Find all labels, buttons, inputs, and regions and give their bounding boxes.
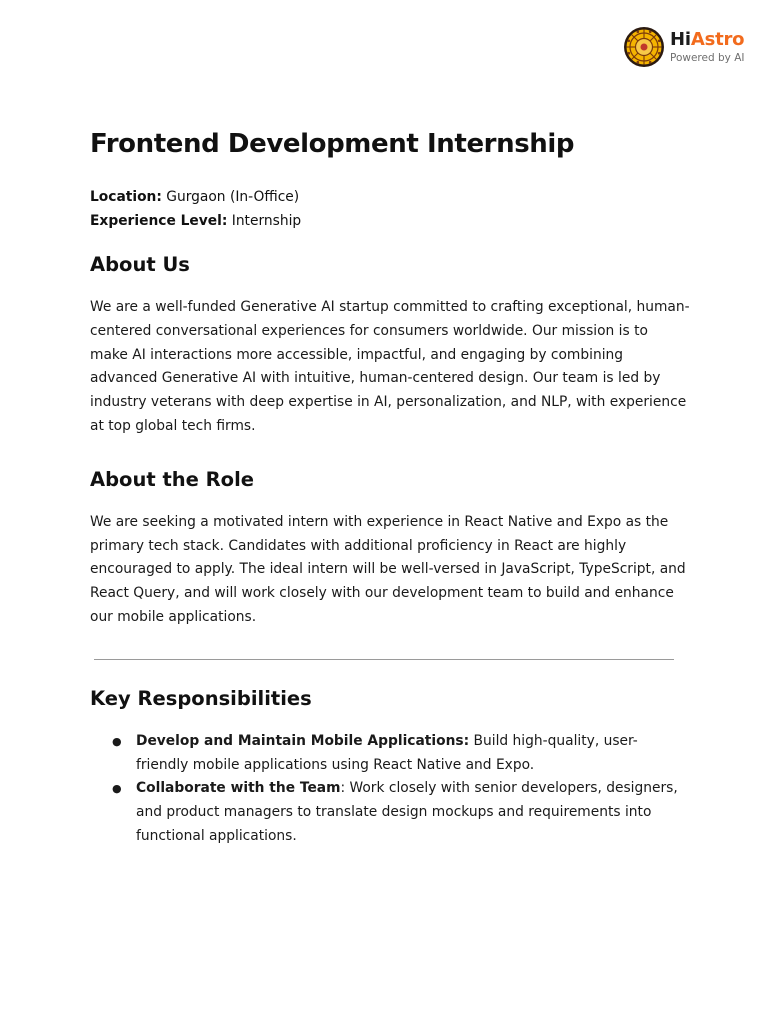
- list-item: [90, 730, 690, 778]
- responsibility-title: Collaborate with the Team: [136, 780, 341, 797]
- brand-name: [670, 29, 744, 51]
- brand-tagline: Powered by AI: [670, 52, 745, 64]
- responsibility-text: Build high-quality, user-friendly mobile applications using React Native and Expo.: [136, 732, 638, 773]
- brand-text: [670, 29, 744, 65]
- brand-name-astro: Astro: [690, 29, 745, 50]
- responsibilities-list: [90, 730, 690, 849]
- location-row: [90, 186, 690, 210]
- about-us-body: We are a well-funded Generative AI startup committed to crafting exceptional, human-centered conversational experiences for consumers worldwide. Our mission is to make AI interactions more accessible, impactful, and engaging by combining advanced Generative AI with intuitive, human-centered design. Our team is led by industry veterans with deep expertise in AI, personalization, and NLP, with experience at top global tech firms.: [90, 299, 690, 434]
- experience-label: Experience Level:: [90, 212, 228, 229]
- brand-name-hi: Hi: [670, 29, 691, 50]
- responsibility-text: : Work closely with senior developers, designers, and product managers to translate design mockups and requirements into functional applications.: [136, 780, 678, 844]
- about-us-heading: About Us: [90, 253, 190, 276]
- about-role-body: We are seeking a motivated intern with experience in React Native and Expo as the primary tech stack. Candidates with additional proficiency in React are highly encouraged to apply. The ideal intern will be well-versed in JavaScript, TypeScript, and React Query, and will work closely with our development team to build and enhance our mobile applications.: [90, 513, 686, 625]
- brand-logo: [623, 26, 744, 68]
- about-role-heading: About the Role: [90, 467, 254, 491]
- experience-value: Internship: [227, 212, 302, 229]
- bullet-icon: ●: [112, 734, 122, 748]
- location-value: Gurgaon (In-Office): [161, 189, 300, 205]
- experience-row: [90, 210, 690, 234]
- bullet-icon: ●: [112, 782, 122, 796]
- zodiac-wheel-icon: [623, 26, 665, 68]
- job-meta: [90, 186, 690, 233]
- responsibility-title: Develop and Maintain Mobile Applications:: [136, 732, 470, 749]
- page-title: Frontend Development Internship: [90, 129, 575, 159]
- location-label: Location:: [90, 189, 162, 205]
- section-divider: [94, 659, 674, 660]
- list-item: [90, 777, 690, 848]
- document-content: [90, 124, 690, 849]
- responsibilities-heading: Key Responsibilities: [90, 686, 312, 710]
